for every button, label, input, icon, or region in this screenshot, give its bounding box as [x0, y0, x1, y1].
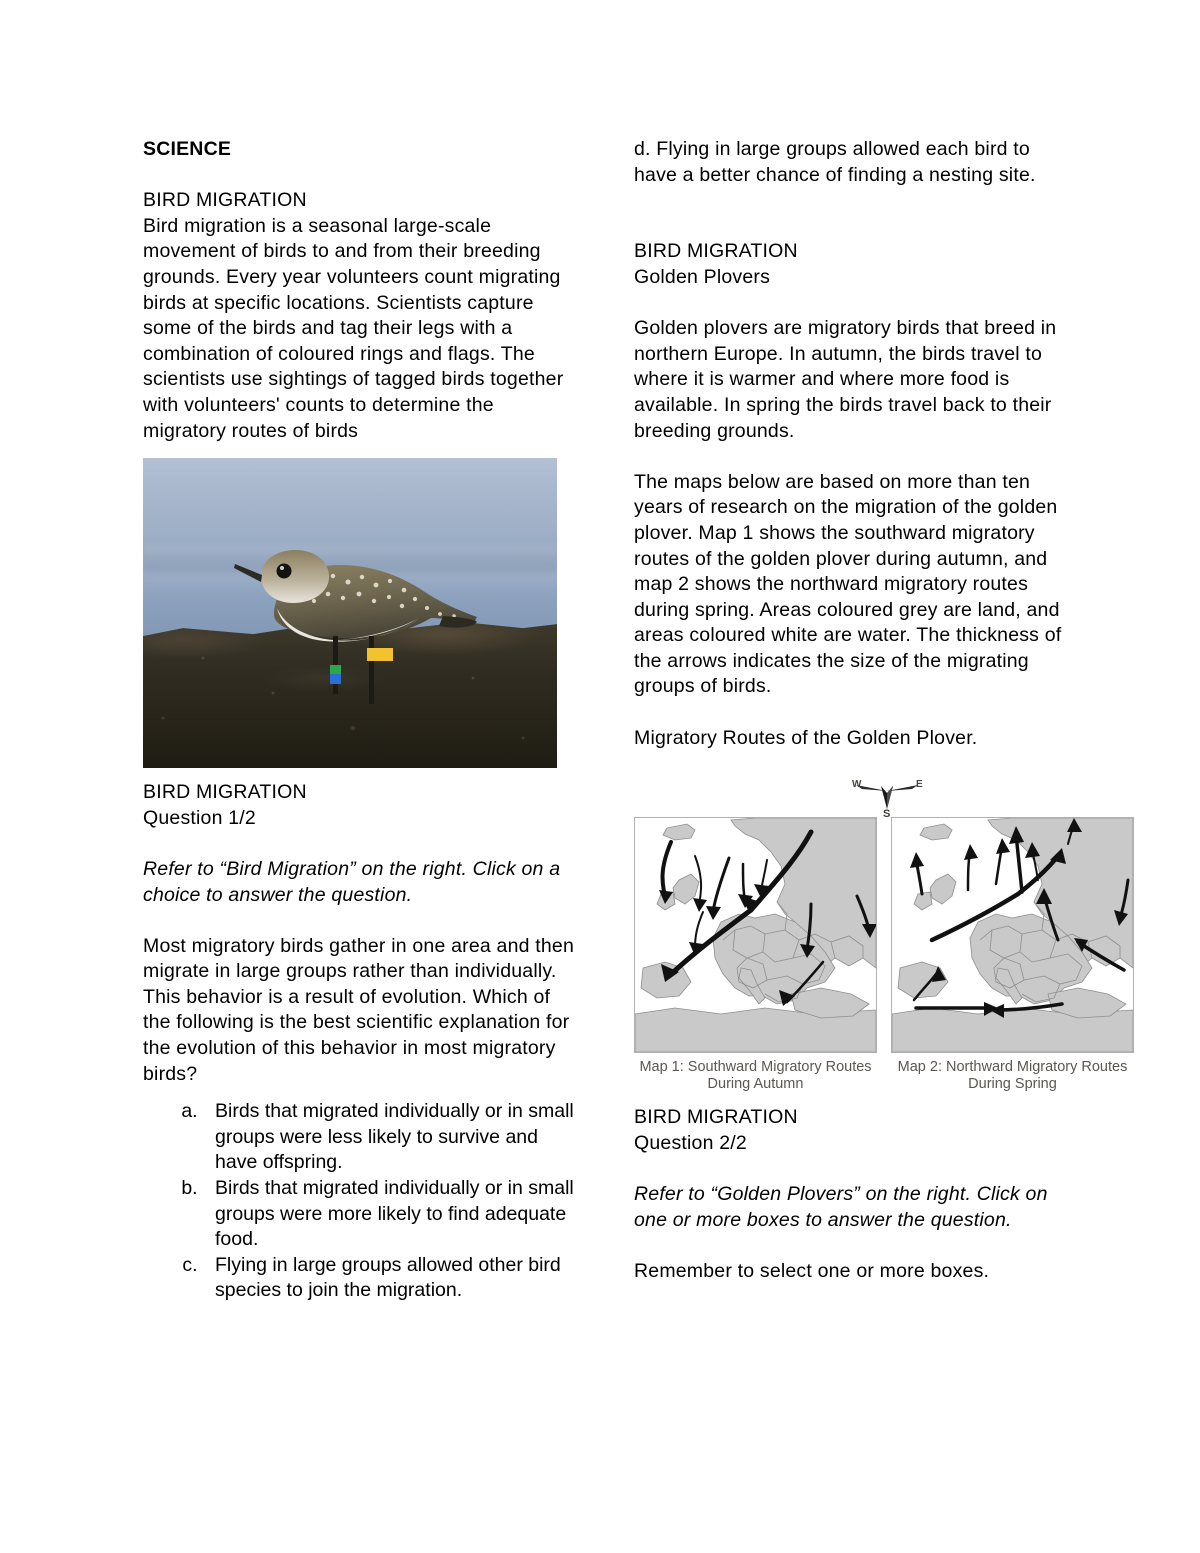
- bird-leg-flag-yellow: [367, 648, 393, 661]
- left-question-stem: Most migratory birds gather in one area and then migrate in large groups rather than individually. This behavior is a result of evolution. Which of the following is the best scientific explanation for the evolution of this behavior in most migratory birds?: [143, 934, 575, 1085]
- spacer: [634, 1233, 1066, 1259]
- map-2-caption: [891, 1059, 1134, 1093]
- left-question-number: Question 1/2: [143, 806, 256, 829]
- map-2-caption-line-2: During Spring: [968, 1076, 1057, 1093]
- spacer: [634, 291, 1066, 317]
- map-1-caption: [634, 1059, 877, 1093]
- map-1-frame: [634, 817, 877, 1053]
- spacer: [143, 1087, 575, 1099]
- right-question-instruction: Refer to “Golden Plovers” on the right. Click on one or more boxes to answer the question.: [634, 1183, 1048, 1231]
- answer-choice-a[interactable]: a. Birds that migrated individually or in small groups were less likely to survive and have offspring.: [203, 1099, 575, 1176]
- left-question-heading: BIRD MIGRATION: [143, 781, 307, 804]
- bird-right-leg: [369, 636, 374, 704]
- answer-choice-b[interactable]: b. Birds that migrated individually or in small groups were more likely to find adequate food.: [203, 1176, 575, 1253]
- map-1-caption-line-2: During Autumn: [707, 1076, 804, 1093]
- article-body: Bird migration is a seasonal large-scale movement of birds to and from their breeding grounds. Every year volunteers count migrating birds at specific locations. Scientists capture some of the birds and tag their legs with a combination of coloured rings and flags. The scientists use sightings of tagged birds together with volunteers' counts to determine the migratory routes of birds: [143, 214, 564, 442]
- spacer: [634, 444, 1066, 470]
- answer-choice-c[interactable]: c. Flying in large groups allowed other bird species to join the migration.: [203, 1253, 575, 1304]
- right-column: [634, 137, 1128, 1284]
- map-1-caption-line-1: Map 1: Southward Migratory Routes: [639, 1059, 872, 1076]
- spacer: [143, 163, 575, 189]
- compass-rose: [634, 769, 1066, 817]
- figure-title: Migratory Routes of the Golden Plover.: [634, 726, 978, 749]
- compass-rose-graphic: [848, 769, 926, 817]
- map-card-2: [891, 817, 1134, 1093]
- spacer: [634, 1156, 1066, 1182]
- passage-paragraph-2: The maps below are based on more than ten years of research on the migration of the golden plover. Map 1 shows the southward migratory routes of the golden plover during autumn, and map 2 shows the northward migratory routes during spring. Areas coloured grey are land, and areas coloured white are water. The thickness of the arrows indicates the size of the migrating groups of birds.: [634, 470, 1062, 698]
- spacer: [143, 908, 575, 934]
- compass-label-south: S: [883, 808, 891, 818]
- spacer: [143, 831, 575, 857]
- bird-eye-glint: [280, 566, 284, 570]
- passage-subheading: Golden Plovers: [634, 265, 771, 288]
- spacer: [634, 188, 1066, 214]
- answer-choice-d[interactable]: d. Flying in large groups allowed each bird to have a better chance of finding a nesting site.: [634, 138, 1036, 186]
- spacer: [634, 700, 1066, 726]
- bird-head: [261, 550, 329, 603]
- compass-south-spike-shade: [887, 786, 893, 809]
- migration-maps-figure: [634, 769, 1128, 1093]
- left-column: [143, 137, 575, 1304]
- spacer: [634, 214, 1066, 240]
- compass-label-west: W: [852, 779, 862, 791]
- bird-eye: [277, 564, 292, 579]
- bird-beak: [234, 564, 262, 582]
- spacer: [634, 1093, 1066, 1105]
- map-1-southward-routes: [635, 818, 876, 1052]
- right-question-heading: BIRD MIGRATION: [634, 1106, 798, 1129]
- map-2-caption-line-1: Map 2: Northward Migratory Routes: [897, 1059, 1128, 1076]
- left-question-instruction: Refer to “Bird Migration” on the right. Click on a choice to answer the question.: [143, 857, 561, 906]
- right-question-number: Question 2/2: [634, 1131, 747, 1154]
- bird-leg-ring-blue: [330, 674, 341, 684]
- section-title: SCIENCE: [143, 138, 232, 160]
- compass-label-east: E: [916, 779, 923, 791]
- answer-choice-list: [143, 1099, 575, 1304]
- plover-bird-illustration: [143, 458, 557, 768]
- map-card-1: [634, 817, 877, 1093]
- spacer: [143, 768, 575, 780]
- golden-plover-photo: [143, 458, 557, 768]
- article-heading: BIRD MIGRATION: [143, 189, 307, 212]
- map-2-frame: [891, 817, 1134, 1053]
- right-question-reminder: Remember to select one or more boxes.: [634, 1259, 990, 1282]
- maps-row: [634, 817, 1128, 1093]
- passage-paragraph-1: Golden plovers are migratory birds that breed in northern Europe. In autumn, the birds travel to where it is warmer and where more food is available. In spring the birds travel back to their breeding grounds.: [634, 317, 1057, 442]
- passage-heading: BIRD MIGRATION: [634, 240, 798, 263]
- map-2-northward-routes: [892, 818, 1133, 1052]
